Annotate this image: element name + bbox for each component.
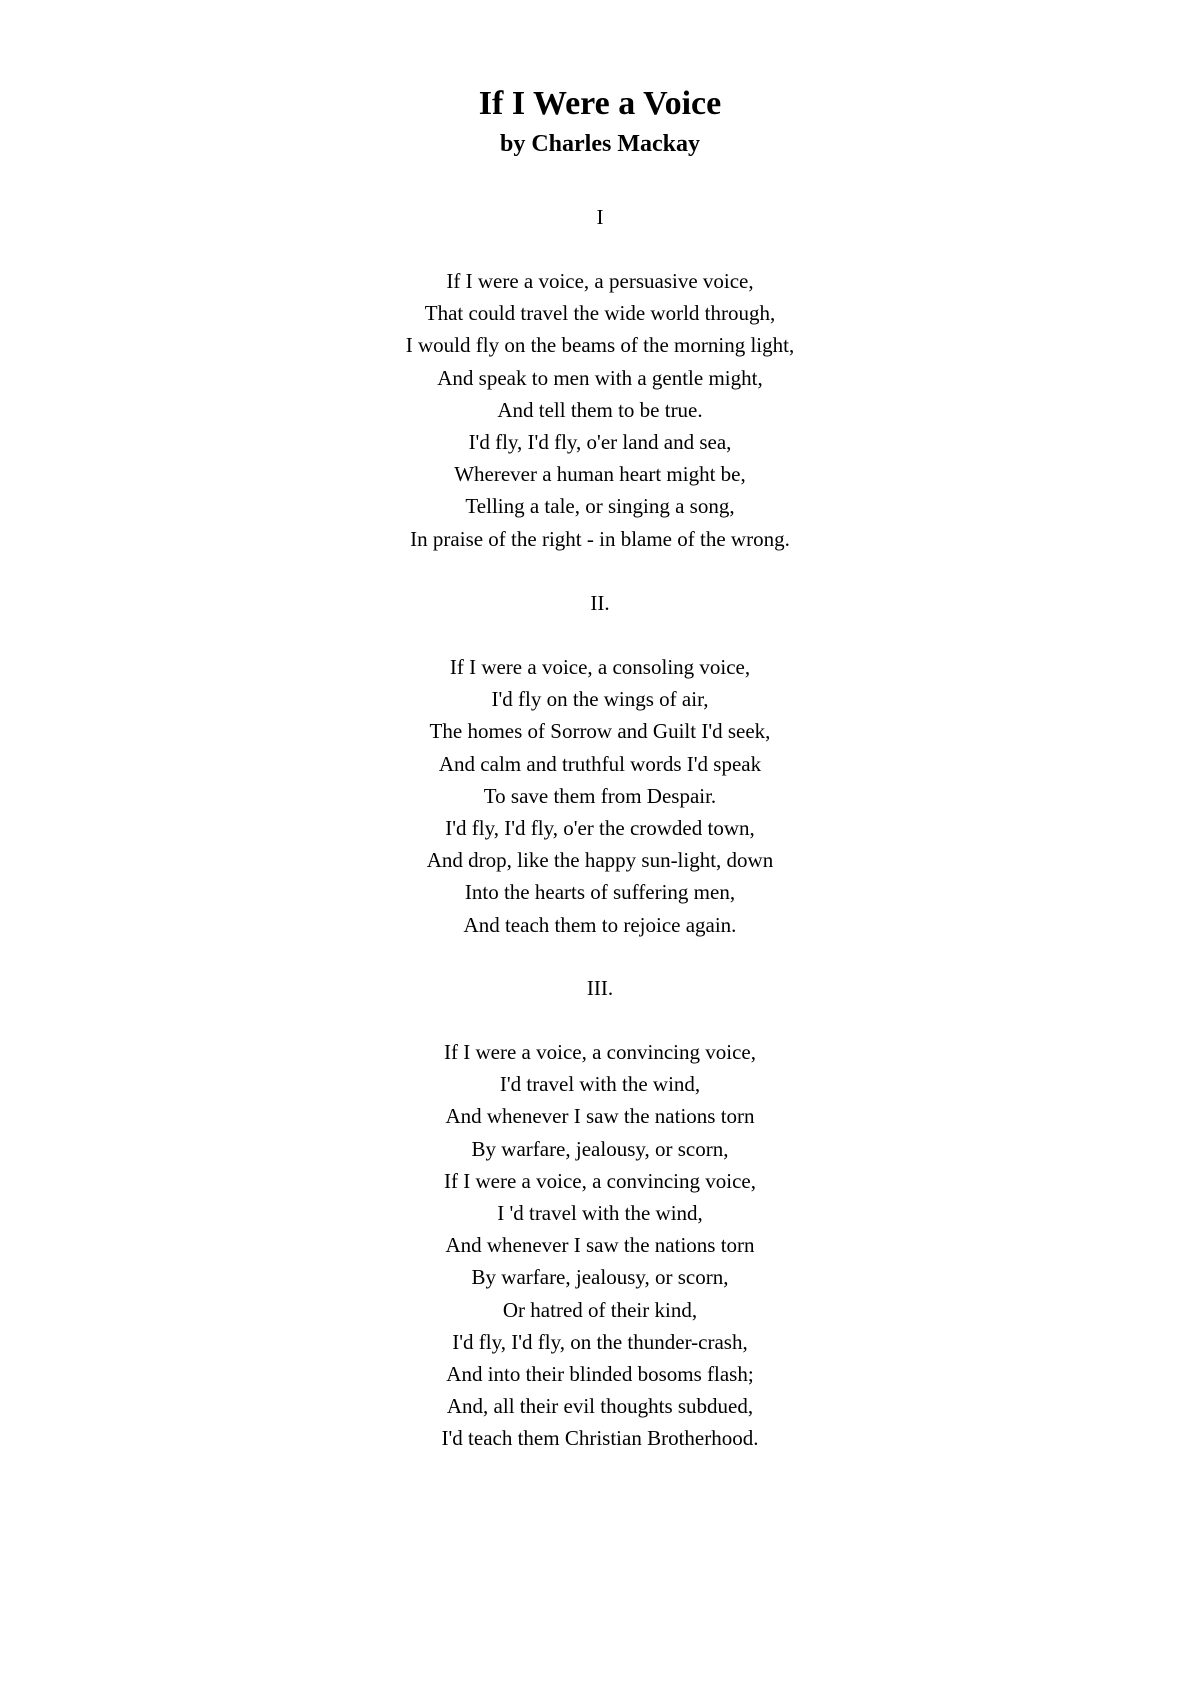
poem-line: And drop, like the happy sun-light, down [426, 848, 774, 873]
poem-line: Or hatred of their kind, [502, 1297, 698, 1322]
poem-line: I would fly on the beams of the morning light, [405, 333, 795, 358]
poem-line: By warfare, jealousy, or scorn, [471, 1136, 729, 1161]
stanza-lines [0, 265, 1200, 555]
poem-line: I 'd travel with the wind, [497, 1200, 703, 1225]
poem-line: And teach them to rejoice again. [463, 912, 737, 937]
stanza-3 [0, 972, 1200, 1454]
poem-line: If I were a voice, a convincing voice, [444, 1168, 756, 1193]
poem-line: I'd fly, I'd fly, on the thunder-crash, [452, 1329, 748, 1354]
poem-line: Telling a tale, or singing a song, [465, 494, 735, 519]
stanza-numeral: I [596, 205, 604, 229]
poem-line: And whenever I saw the nations torn [445, 1104, 755, 1129]
poem-line: I'd fly, I'd fly, o'er the crowded town, [445, 815, 755, 840]
poem-line: And whenever I saw the nations torn [445, 1233, 755, 1258]
poem-line: Wherever a human heart might be, [454, 462, 746, 487]
poem-author: by Charles Mackay [500, 131, 700, 157]
poem-line: To save them from Despair. [483, 783, 717, 808]
stanza-lines [0, 651, 1200, 941]
poem-line: I'd fly, I'd fly, o'er land and sea, [468, 429, 732, 454]
poem-line: By warfare, jealousy, or scorn, [471, 1265, 729, 1290]
poem-line: In praise of the right - in blame of the wrong. [410, 526, 790, 551]
poem-line: And tell them to be true. [497, 397, 703, 422]
stanza-lines [0, 1036, 1200, 1454]
poem-line: And calm and truthful words I'd speak [438, 751, 762, 776]
poem-line: If I were a voice, a convincing voice, [444, 1040, 756, 1064]
poem-line: I'd fly on the wings of air, [491, 687, 709, 712]
stanza-2 [0, 587, 1200, 941]
stanza-numeral: III. [586, 976, 614, 1000]
poem-title: If I Were a Voice [478, 85, 722, 122]
poem-line: I'd teach them Christian Brotherhood. [441, 1426, 759, 1451]
stanza-1 [0, 201, 1200, 555]
poem-line: That could travel the wide world through, [424, 301, 776, 326]
poem-line: If I were a voice, a persuasive voice, [446, 269, 754, 293]
poem-line: And into their blinded bosoms flash; [446, 1361, 754, 1386]
poem-line: The homes of Sorrow and Guilt I'd seek, [429, 719, 771, 744]
poem-line: And, all their evil thoughts subdued, [446, 1394, 754, 1419]
poem-line: If I were a voice, a consoling voice, [449, 655, 751, 679]
poem-line: I'd travel with the wind, [499, 1072, 701, 1097]
stanza-numeral: II. [590, 591, 610, 615]
poem-line: And speak to men with a gentle might, [437, 365, 763, 390]
poem-line: Into the hearts of suffering men, [464, 880, 736, 905]
